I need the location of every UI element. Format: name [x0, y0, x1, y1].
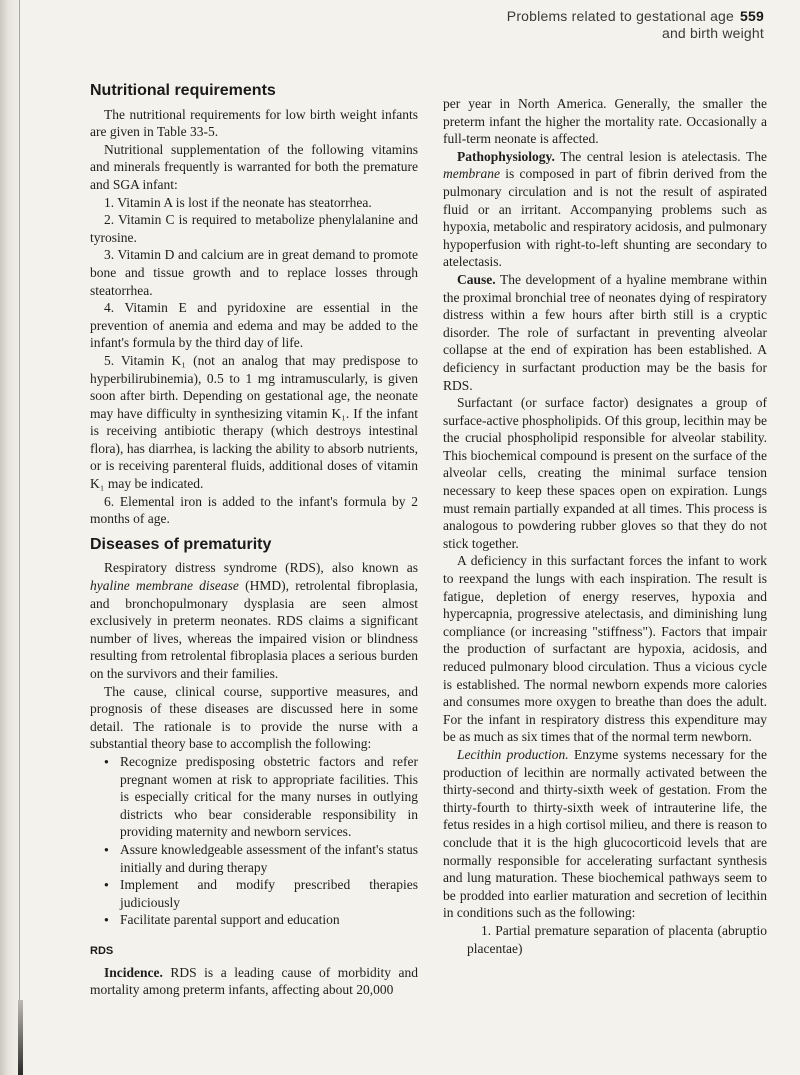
- run-in-heading-cause: Cause.: [457, 271, 496, 287]
- run-in-heading-incidence: Incidence.: [104, 964, 163, 980]
- text-run: (HMD), retrolental fibroplasia, and bronchopulmonary dysplasia are seen almost exclusively in preterm neonates. RDS claims a significant number of lives, whereas the impaired vision or blindness resulting from retrolental fibroplasia places a serious burden on the survivors and their families.: [90, 578, 418, 681]
- numbered-item: 3. Vitamin D and calcium are in great demand to promote bone and tissue growth and to replace losses through steatorrhea.: [90, 247, 418, 298]
- left-column: [90, 82, 418, 999]
- bullet-item: ● Implement and modify prescribed therapies judiciously: [90, 876, 418, 911]
- paragraph: [443, 148, 767, 271]
- paragraph: Surfactant (or surface factor) designates a group of surface-active phospholipids. Of this group, lecithin may be the crucial phospholipid responsible for alveolar stability. This biochemical compound is present on the surface of the alveolar cells, creating the minimal surface tension necessary to keep these spaces open on expiration. Lungs must remain partially expanded at all times. This process is analogous to powdering rubber gloves so that they do not stick together.: [443, 395, 767, 551]
- text-run: The development of a hyaline membrane within the proximal bronchial tree of neonates dying of respiratory distress within a few hours after birth still is a cryptic disorder. The role of surfactant in preventing alveolar collapse at the end of expiration has been established. A deficiency in surfactant production may be the basis for RDS.: [443, 271, 767, 393]
- heading-diseases-of-prematurity: Diseases of prematurity: [90, 535, 272, 553]
- numbered-item: 4. Vitamin E and pyridoxine are essential in the prevention of anemia and edema and may be added to the infant's formula by the third day of life.: [90, 300, 418, 351]
- heading-nutritional-requirements: Nutritional requirements: [90, 82, 276, 99]
- paragraph: [443, 746, 767, 922]
- text-run: is composed in part of fibrin derived from the pulmonary circulation and is not the result of aspirated fluid or an irritant. Accompanying problems such as hypoxia, metabolic and respiratory acidosis, and pulmonary hypoperfusion with right-to-left shunting are secondary to atelectasis.: [443, 166, 767, 270]
- running-head-title-line2: and birth weight: [661, 25, 764, 41]
- paragraph: A deficiency in this surfactant forces the infant to work to reexpand the lungs with each inspiration. The result is fatigue, depletion of energy reserves, hypoxia and hypercapnia, progressive atelectasis, and diminishing lung compliance (or increasing "stiffness"). Factors that impair the production of surfactant are hypoxia, acidosis, and reduced pulmonary blood circulation. Thus a vicious cycle is established. The normal newborn expends more calories and consumes more oxygen to breathe than does the adult. For the infant in respiratory distress this expenditure may be as much as six times that of the normal term newborn.: [443, 553, 767, 745]
- paragraph: [443, 271, 767, 394]
- numbered-item: 2. Vitamin C is required to metabolize phenylalanine and tyrosine.: [90, 212, 418, 245]
- bullet-list: [90, 753, 418, 929]
- bullet-item: ● Facilitate parental support and education: [90, 911, 418, 929]
- paragraph: The cause, clinical course, supportive measures, and prognosis of these diseases are discussed here in some detail. The rationale is to provide the nurse with a substantial theory base to accomplish the following:: [90, 683, 418, 752]
- text-run: RDS is a leading cause of morbidity and mortality among preterm infants, affecting about 20,000: [90, 964, 418, 998]
- run-in-heading-lecithin-production: Lecithin production.: [457, 746, 569, 762]
- text-run: The central lesion is atelectasis. The: [554, 148, 767, 164]
- paragraph: per year in North America. Generally, the smaller the preterm infant the higher the mortality rate. Occasionally a full-term neonate is affected.: [443, 96, 767, 147]
- numbered-item: 5. Vitamin K₁ (not an analog that may predispose to hyperbilirubinemia), 0.5 to 1 mg intramuscularly, is given soon after birth. Depending on gestational age, the neonate may have difficulty in synthesizing vitamin K₁. If the infant is receiving antibiotic therapy (which destroys intestinal flora), has diarrhea, is lacking the ability to absorb nutrients, or is receiving parenteral fluids, additional doses of vitamin K₁ may be indicated.: [90, 352, 418, 492]
- bullet-item: ● Recognize predisposing obstetric factors and refer pregnant women at risk to appropriate facilities. This is especially critical for the many nurses in outlying districts who bear considerable responsibility in providing maternity and newborn services.: [90, 753, 418, 841]
- page-binding-dark-corner: [18, 1000, 23, 1075]
- subheading-rds: RDS: [90, 944, 114, 957]
- running-head-title-line1: Problems related to gestational age: [506, 8, 735, 24]
- text-run: Respiratory distress syndrome (RDS), also known as: [104, 560, 418, 576]
- page-binding-edge: [19, 0, 20, 1075]
- emphasis-text: hyaline membrane disease: [90, 578, 239, 594]
- bullet-item: ● Assure knowledgeable assessment of the infant's status initially and during therapy: [90, 841, 418, 876]
- numbered-item: 6. Elemental iron is added to the infant's formula by 2 months of age.: [90, 493, 418, 527]
- numbered-item: 1. Vitamin A is lost if the neonate has steatorrhea.: [104, 194, 372, 210]
- paragraph: [90, 964, 418, 999]
- text-run: Enzyme systems necessary for the production of lecithin are normally activated between the thirty-second and thirty-sixth week of gestation. From the thirty-fourth to thirty-sixth week of intrauterine life, the fetus resides in a high cortisol milieu, and there is reason to conclude that it is the high glucocorticoid levels that are normally responsible for accelerating surfactant synthesis and lung maturation. These biochemical pathways seem to be prodded into earlier maturation and secretion of lecithin in conditions such as the following:: [443, 746, 767, 921]
- right-column: [443, 95, 767, 957]
- numbered-item: 1. Partial premature separation of placenta (abruptio placentae): [467, 922, 767, 956]
- paragraph: Nutritional supplementation of the following vitamins and minerals frequently is warranted for both the premature and SGA infant:: [90, 141, 418, 192]
- emphasis-text: membrane: [443, 166, 500, 182]
- paragraph: [90, 559, 418, 682]
- run-in-heading-pathophysiology: Pathophysiology.: [457, 148, 555, 164]
- page-number: 559: [740, 8, 764, 24]
- running-head: [507, 8, 764, 42]
- paragraph: The nutritional requirements for low birth weight infants are given in Table 33-5.: [90, 106, 418, 140]
